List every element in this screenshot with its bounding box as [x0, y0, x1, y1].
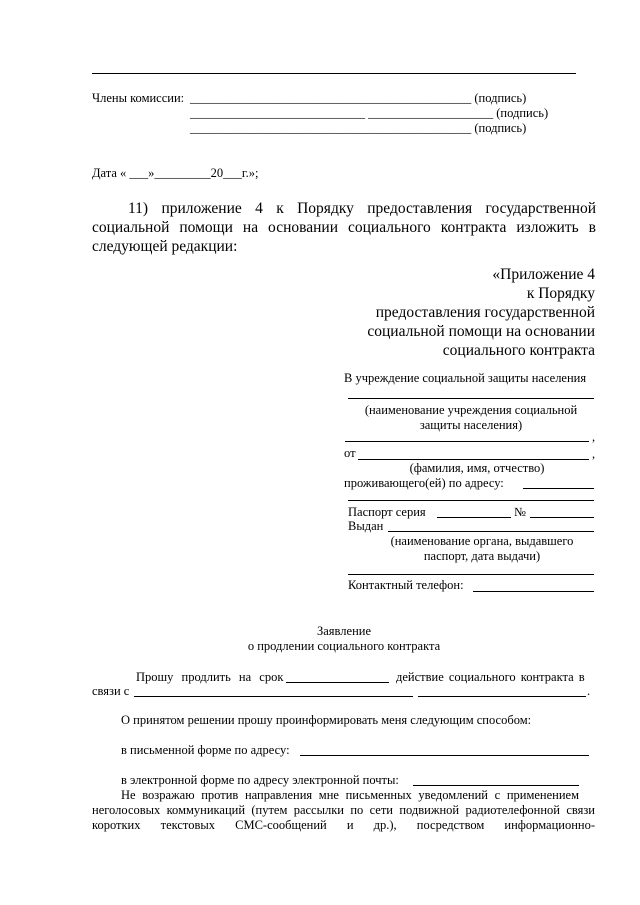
addressee-to-line: В учреждение социальной защиты населения [344, 371, 587, 385]
phone-field[interactable] [473, 591, 594, 592]
issued-by-field-2[interactable] [348, 574, 594, 575]
request-line-1-b: действие социального контракта в [396, 670, 585, 684]
date-line: Дата « ___»_________20___г.»; [92, 166, 259, 180]
passport-series-field[interactable] [437, 517, 511, 518]
from-label: от [344, 446, 356, 460]
statement-subtitle: о продлении социального контракта [247, 639, 441, 653]
commission-members-label: Члены комиссии: [92, 91, 185, 105]
comma-2: , [592, 447, 596, 461]
residing-label: проживающего(ей) по адресу: [344, 476, 504, 490]
institution-field[interactable] [348, 398, 594, 399]
comma-1: , [592, 430, 596, 444]
phone-label: Контактный телефон: [348, 578, 464, 592]
amendment-line-3: следующей редакции: [92, 238, 238, 255]
fio-caption: (фамилия, имя, отчество) [409, 461, 545, 475]
appendix-line-2: к Порядку [526, 285, 595, 302]
passport-series-label: Паспорт серия [348, 505, 426, 519]
appendix-line-4: социальной помощи на основании [367, 323, 595, 340]
passport-number-field[interactable] [530, 517, 594, 518]
written-address-field[interactable] [300, 755, 589, 756]
signature-line-2: ____________________________ ____________________ (подпись) [190, 106, 549, 120]
signature-line-1: _____________________________________________ (подпись) [190, 91, 527, 105]
request-line-2-a: связи с [92, 684, 130, 698]
issued-caption-1: (наименование органа, выдавшего [390, 534, 574, 548]
amendment-line-1: 11) приложение 4 к Порядку предоставления государственной [128, 200, 596, 217]
appendix-line-3: предоставления государственной [375, 304, 595, 321]
consent-line-2: неголосовых коммуникаций (путем рассылки по сети подвижной радиотелефонной связи [92, 803, 595, 817]
from-name-field[interactable] [358, 459, 589, 460]
consent-line-1: Не возражаю против направления мне письменных уведомлений с применением [121, 788, 579, 802]
request-reason-field-2[interactable] [418, 696, 586, 697]
request-reason-field[interactable] [134, 696, 413, 697]
appendix-line-5: социального контракта [442, 342, 595, 359]
statement-title: Заявление [316, 624, 371, 638]
appendix-line-1: «Приложение 4 [492, 266, 595, 283]
consent-line-3: коротких текстовых СМС-сообщений и др.), посредством информационно- [92, 818, 595, 832]
inform-line: О принятом решении прошу проинформировать меня следующим способом: [121, 713, 532, 727]
issued-by-field[interactable] [388, 531, 594, 532]
residing-address-field[interactable] [523, 488, 594, 489]
issued-label: Выдан [348, 519, 384, 533]
request-line-2-b: . [587, 684, 591, 698]
institution-caption-2: защиты населения) [419, 418, 523, 432]
passport-number-label: № [514, 505, 526, 519]
amendment-line-2: социальной помощи на основании социального контракта изложить в [92, 219, 596, 236]
electronic-form-label: в электронной форме по адресу электронной почты: [121, 773, 399, 787]
institution-caption-1: (наименование учреждения социальной [364, 403, 578, 417]
request-line-1-a: Прошу продлить на срок [136, 670, 284, 684]
residing-address-field-2[interactable] [348, 500, 594, 501]
email-field[interactable] [413, 785, 579, 786]
request-term-field[interactable] [286, 682, 389, 683]
top-rule [92, 73, 576, 74]
institution-field-2[interactable] [345, 441, 589, 442]
issued-caption-2: паспорт, дата выдачи) [423, 549, 541, 563]
written-form-label: в письменной форме по адресу: [121, 743, 290, 757]
signature-line-3: _____________________________________________ (подпись) [190, 121, 527, 135]
